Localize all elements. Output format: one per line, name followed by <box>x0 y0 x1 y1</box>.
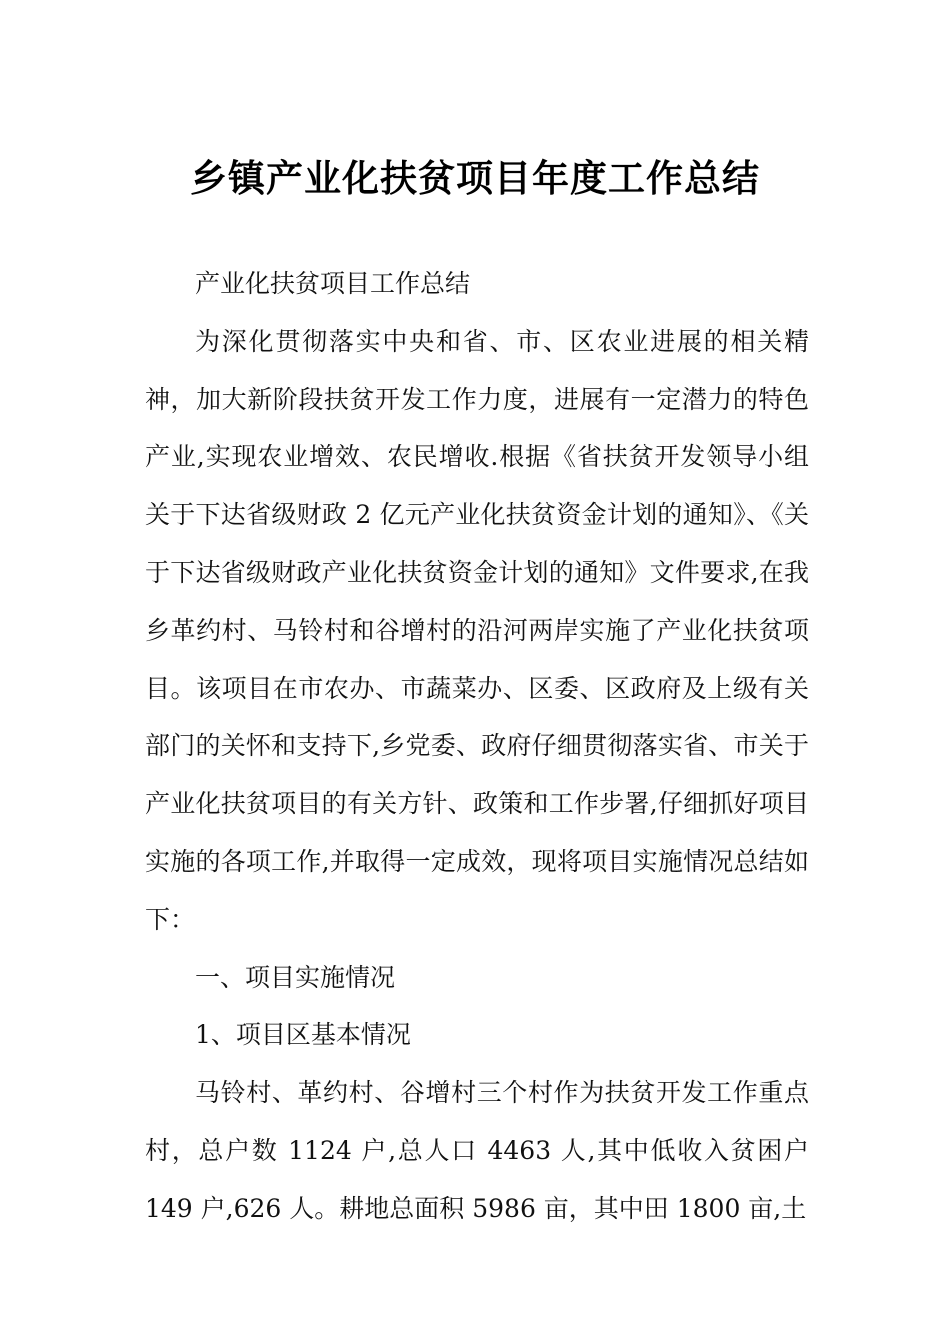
section-heading-1: 一、项目实施情况 <box>195 962 396 992</box>
intro-paragraph: 为深化贯彻落实中央和省、市、区农业进展的相关精神，加大新阶段扶贫开发工作力度，进展有一定潜力的特色产业,实现农业增效、农民增收.根据《省扶贫开发领导小组关于下达省级财政 2 亿元产业化扶贫资金计划的通知》、《关于下达省级财政产业化扶贫资金计划的通知》文件要求,在我乡革约村、马铃村和谷增村的沿河两岸实施了产业化扶贫项目。该项目在市农办、市蔬菜办、区委、区政府及上级有关部门的关怀和支持下,乡党委、政府仔细贯彻落实省、市关于产业化扶贫项目的有关方针、政策和工作步署,仔细抓好项目实施的各项工作,并取得一定成效，现将项目实施情况总结如下： <box>145 326 809 934</box>
basic-info-paragraph: 马铃村、革约村、谷增村三个村作为扶贫开发工作重点村，总户数 1124 户,总人口 4463 人,其中低收入贫困户 149 户,626 人。耕地总面积 5986 亩，其中田 1800 亩,土 <box>145 1078 809 1223</box>
document-title: 乡镇产业化扶贫项目年度工作总结 <box>190 156 760 200</box>
document-body <box>145 255 809 1238</box>
subsection-heading-1: 1、项目区基本情况 <box>195 1020 411 1050</box>
section-subtitle: 产业化扶贫项目工作总结 <box>195 269 471 298</box>
